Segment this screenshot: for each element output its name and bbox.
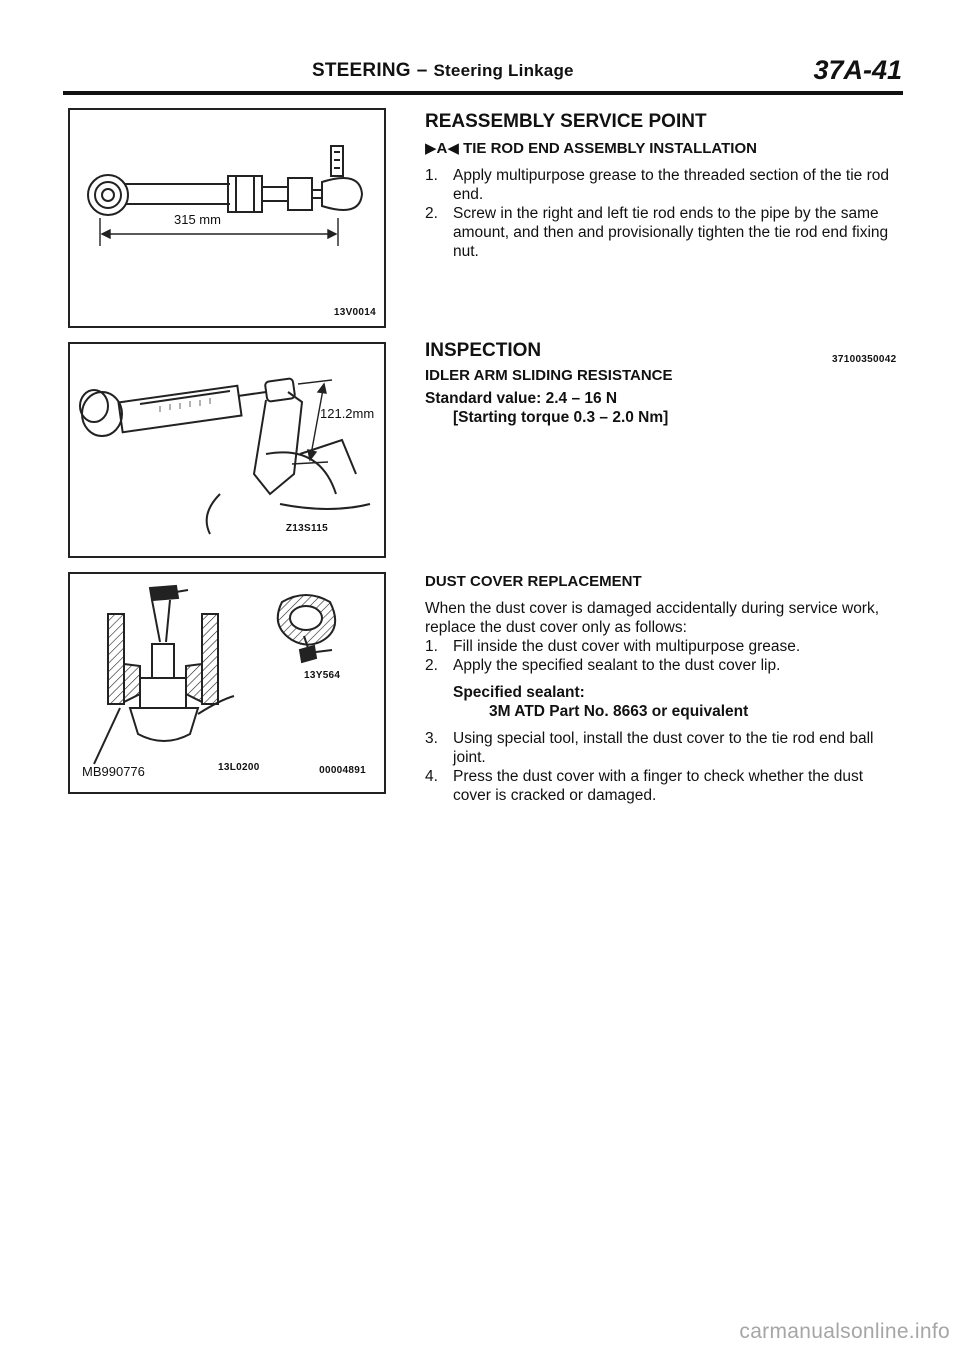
figure-dust-cover-installation [68,572,386,794]
section-title: STEERING [312,60,411,81]
page-number: 37A-41 [813,55,902,85]
list-number: 3. [425,730,438,747]
dimension-label: 121.2mm [320,406,375,421]
list-item [425,204,900,261]
list-item [425,637,900,656]
dust-cover-illustration [70,574,384,792]
figure-tie-rod-length [68,108,386,328]
list-text: Press the dust cover with a finger to check whether the dust cover is cracked or damaged. [453,768,864,804]
list-item [425,166,900,204]
tie-rod-illustration [70,110,384,326]
figure-code: 13Y564 [304,670,341,681]
sealant-value: 3M ATD Part No. 8663 or equivalent [489,703,749,720]
list-item [425,656,900,675]
list-number: 2. [425,205,438,222]
reassembly-section [425,112,900,261]
list-text: Screw in the right and left tie rod ends to the pipe by the same amount, and then and provisionally tighten the tie rod end fixing nut. [453,205,889,260]
inspection-section [425,341,900,427]
list-text: Apply multipurpose grease to the threaded section of the tie rod end. [453,167,889,203]
list-number: 1. [425,167,438,184]
list-text: Fill inside the dust cover with multipurpose grease. [453,638,801,655]
list-number: 1. [425,638,438,655]
page-header [312,60,574,82]
reassembly-heading: REASSEMBLY SERVICE POINT [425,111,707,132]
list-item [425,729,900,767]
sealant-label: Specified sealant: [453,684,585,701]
idler-arm-heading: IDLER ARM SLIDING RESISTANCE [425,367,673,384]
dust-cover-intro: When the dust cover is damaged accidentally during service work, replace the dust cover only as follows: [425,600,880,636]
list-item [425,767,900,805]
dust-cover-heading: DUST COVER REPLACEMENT [425,573,642,590]
figure-idler-arm-measurement [68,342,386,558]
idler-arm-illustration [70,344,384,556]
tie-rod-installation-heading: ▶A◀ TIE ROD END ASSEMBLY INSTALLATION [425,140,757,157]
figure-code: 13V0014 [333,307,376,318]
figure-code: 00004891 [319,765,366,776]
list-number: 4. [425,768,438,785]
list-number: 2. [425,657,438,674]
list-text: Using special tool, install the dust cover to the tie rod end ball joint. [453,730,874,766]
figure-code: 13L0200 [218,762,260,773]
header-rule [63,91,903,95]
figure-code: Z13S115 [285,523,328,534]
watermark: carmanualsonline.info [739,1320,950,1343]
special-tool-label: MB990776 [82,764,145,779]
title-separator: – [416,60,428,81]
dimension-label: 315 mm [174,212,221,227]
document-code: 37100350042 [832,354,897,365]
inspection-heading: INSPECTION [425,340,542,361]
starting-torque: [Starting torque 0.3 – 2.0 Nm] [453,409,669,426]
standard-value: Standard value: 2.4 – 16 N [425,390,618,407]
list-text: Apply the specified sealant to the dust cover lip. [453,657,781,674]
dust-cover-section [425,572,900,805]
section-subtitle: Steering Linkage [433,61,574,80]
